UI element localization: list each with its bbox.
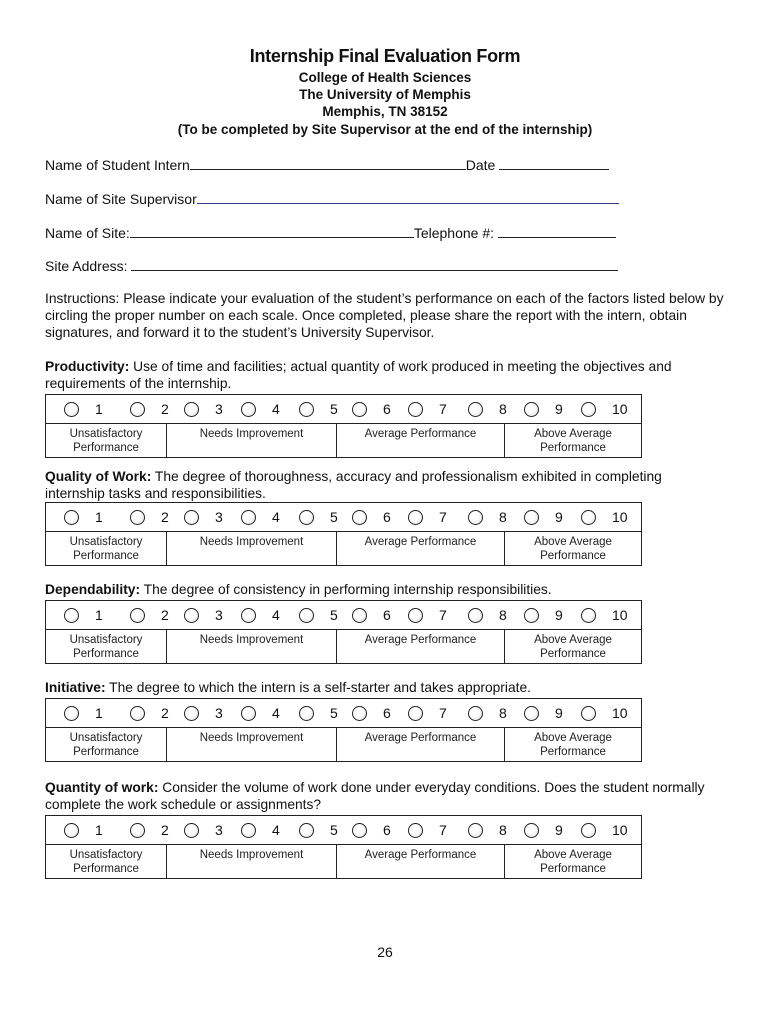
- radio-circle-icon[interactable]: [299, 402, 314, 417]
- factor-description: [45, 468, 725, 502]
- radio-circle-icon[interactable]: [64, 402, 79, 417]
- rating-option[interactable]: [352, 503, 391, 531]
- rating-number: 1: [95, 607, 103, 623]
- site-name-field[interactable]: [130, 223, 414, 238]
- radio-circle-icon[interactable]: [524, 706, 539, 721]
- address-field[interactable]: [131, 256, 618, 271]
- rating-option[interactable]: [64, 395, 103, 423]
- rating-option[interactable]: [468, 601, 507, 629]
- form-title: Internship Final Evaluation Form: [249, 46, 521, 66]
- radio-circle-icon[interactable]: [352, 402, 367, 417]
- factor-name: Initiative:: [45, 680, 106, 695]
- rating-label: Unsatisfactory Performance: [69, 849, 143, 875]
- rating-options: [46, 395, 641, 424]
- radio-circle-icon[interactable]: [299, 608, 314, 623]
- rating-labels: [46, 532, 641, 565]
- radio-circle-icon[interactable]: [524, 510, 539, 525]
- completion-note: (To be completed by Site Supervisor at the end of the internship): [177, 122, 593, 137]
- radio-circle-icon[interactable]: [524, 608, 539, 623]
- rating-option[interactable]: [524, 601, 563, 629]
- radio-circle-icon[interactable]: [241, 823, 256, 838]
- rating-number: 8: [499, 822, 507, 838]
- radio-circle-icon[interactable]: [408, 823, 423, 838]
- rating-label: Unsatisfactory Performance: [69, 732, 143, 758]
- rating-option[interactable]: [241, 816, 280, 844]
- rating-scale: [45, 698, 642, 762]
- rating-option[interactable]: [581, 699, 628, 727]
- rating-scale: [45, 502, 642, 566]
- rating-number: 9: [555, 607, 563, 623]
- radio-circle-icon[interactable]: [241, 510, 256, 525]
- rating-option[interactable]: [524, 699, 563, 727]
- rating-option[interactable]: [184, 601, 223, 629]
- factor-name: Quantity of work:: [45, 780, 159, 795]
- rating-option[interactable]: [524, 503, 563, 531]
- student-name-field[interactable]: [190, 155, 466, 170]
- supervisor-row: [45, 189, 619, 207]
- rating-option[interactable]: [581, 816, 628, 844]
- rating-number: 1: [95, 509, 103, 525]
- rating-option[interactable]: [241, 601, 280, 629]
- radio-circle-icon[interactable]: [408, 510, 423, 525]
- radio-circle-icon[interactable]: [64, 510, 79, 525]
- rating-option[interactable]: [408, 601, 447, 629]
- supervisor-field[interactable]: [197, 189, 619, 204]
- rating-option[interactable]: [468, 395, 507, 423]
- rating-number: 10: [612, 822, 628, 838]
- rating-number: 6: [383, 509, 391, 525]
- rating-number: 5: [330, 607, 338, 623]
- rating-labels: [46, 728, 641, 761]
- rating-number: 7: [439, 607, 447, 623]
- rating-number: 10: [612, 607, 628, 623]
- rating-number: 5: [330, 401, 338, 417]
- rating-number: 1: [95, 705, 103, 721]
- rating-option[interactable]: [130, 699, 169, 727]
- rating-label: Unsatisfactory Performance: [69, 536, 143, 562]
- rating-label: Average Performance: [336, 532, 504, 565]
- radio-circle-icon[interactable]: [299, 823, 314, 838]
- factor-text: The degree to which the intern is a self-starter and takes appropriate.: [109, 680, 531, 695]
- rating-options: [46, 699, 641, 728]
- radio-circle-icon[interactable]: [468, 402, 483, 417]
- radio-circle-icon[interactable]: [184, 608, 199, 623]
- rating-option[interactable]: [64, 503, 103, 531]
- rating-number: 2: [161, 705, 169, 721]
- rating-number: 7: [439, 509, 447, 525]
- rating-number: 4: [272, 401, 280, 417]
- radio-circle-icon[interactable]: [184, 823, 199, 838]
- rating-scale: [45, 600, 642, 664]
- rating-number: 10: [612, 509, 628, 525]
- rating-options: [46, 503, 641, 532]
- rating-number: 1: [95, 401, 103, 417]
- rating-number: 7: [439, 401, 447, 417]
- rating-label: Needs Improvement: [166, 532, 336, 565]
- rating-labels: [46, 845, 641, 878]
- rating-label: Above Average Performance: [504, 845, 641, 878]
- rating-scale: [45, 815, 642, 879]
- rating-number: 5: [330, 822, 338, 838]
- rating-number: 4: [272, 607, 280, 623]
- rating-option[interactable]: [130, 503, 169, 531]
- rating-number: 6: [383, 401, 391, 417]
- rating-option[interactable]: [581, 395, 628, 423]
- rating-option[interactable]: [408, 816, 447, 844]
- rating-number: 3: [215, 401, 223, 417]
- rating-number: 7: [439, 822, 447, 838]
- rating-number: 2: [161, 509, 169, 525]
- radio-circle-icon[interactable]: [524, 823, 539, 838]
- rating-label: Above Average Performance: [504, 630, 641, 663]
- rating-option[interactable]: [64, 816, 103, 844]
- rating-option[interactable]: [299, 601, 338, 629]
- rating-option[interactable]: [581, 503, 628, 531]
- rating-option[interactable]: [299, 395, 338, 423]
- rating-labels: [46, 630, 641, 663]
- rating-labels: [46, 424, 641, 457]
- rating-number: 4: [272, 822, 280, 838]
- radio-circle-icon[interactable]: [352, 706, 367, 721]
- instructions: Instructions: Please indicate your evaluation of the student’s performance on each of the factors listed below by circling the proper number on each scale. Once completed, please share the report with the intern, obtain signatures, and forward it to the student’s University Supervisor.: [45, 291, 724, 340]
- rating-option[interactable]: [408, 503, 447, 531]
- telephone-label: Telephone #:: [413, 225, 495, 241]
- radio-circle-icon[interactable]: [468, 823, 483, 838]
- rating-option[interactable]: [64, 601, 103, 629]
- rating-option[interactable]: [241, 699, 280, 727]
- rating-number: 2: [161, 822, 169, 838]
- rating-number: 8: [499, 705, 507, 721]
- site-name-label: Name of Site:: [45, 225, 130, 241]
- rating-number: 2: [161, 401, 169, 417]
- rating-number: 8: [499, 607, 507, 623]
- rating-number: 3: [215, 607, 223, 623]
- radio-circle-icon[interactable]: [468, 608, 483, 623]
- radio-circle-icon[interactable]: [581, 402, 596, 417]
- rating-option[interactable]: [352, 395, 391, 423]
- radio-circle-icon[interactable]: [130, 510, 145, 525]
- rating-number: 7: [439, 705, 447, 721]
- rating-number: 6: [383, 822, 391, 838]
- factor-text: The degree of consistency in performing internship responsibilities.: [143, 582, 552, 597]
- rating-option[interactable]: [130, 816, 169, 844]
- rating-label: Average Performance: [336, 630, 504, 663]
- radio-circle-icon[interactable]: [468, 706, 483, 721]
- rating-number: 3: [215, 822, 223, 838]
- rating-number: 2: [161, 607, 169, 623]
- rating-number: 3: [215, 705, 223, 721]
- rating-option[interactable]: [352, 816, 391, 844]
- rating-option[interactable]: [299, 503, 338, 531]
- rating-label: Unsatisfactory Performance: [69, 428, 143, 454]
- telephone-field[interactable]: [498, 223, 616, 238]
- rating-number: 9: [555, 705, 563, 721]
- rating-label: Needs Improvement: [166, 728, 336, 761]
- radio-circle-icon[interactable]: [64, 706, 79, 721]
- rating-label: Average Performance: [336, 845, 504, 878]
- rating-option[interactable]: [241, 395, 280, 423]
- rating-option[interactable]: [468, 503, 507, 531]
- radio-circle-icon[interactable]: [299, 706, 314, 721]
- address-row: [45, 256, 618, 274]
- radio-circle-icon[interactable]: [352, 823, 367, 838]
- rating-label: Needs Improvement: [166, 424, 336, 457]
- student-row: [45, 155, 609, 173]
- radio-circle-icon[interactable]: [241, 608, 256, 623]
- radio-circle-icon[interactable]: [408, 608, 423, 623]
- factor-description: [45, 679, 725, 696]
- rating-option[interactable]: [352, 601, 391, 629]
- rating-label: Average Performance: [336, 728, 504, 761]
- rating-number: 6: [383, 705, 391, 721]
- factor-description: [45, 779, 725, 813]
- rating-scale: [45, 394, 642, 458]
- factor-text: Consider the volume of work done under everyday conditions. Does the student normally complete the work schedule or assignments?: [45, 780, 705, 812]
- rating-number: 10: [612, 705, 628, 721]
- rating-option[interactable]: [299, 699, 338, 727]
- rating-options: [46, 601, 641, 630]
- rating-label: Unsatisfactory Performance: [69, 634, 143, 660]
- rating-number: 9: [555, 822, 563, 838]
- university-city: Memphis, TN 38152: [322, 104, 448, 119]
- rating-number: 6: [383, 607, 391, 623]
- factor-description: [45, 581, 725, 598]
- radio-circle-icon[interactable]: [468, 510, 483, 525]
- rating-number: 5: [330, 705, 338, 721]
- rating-option[interactable]: [184, 395, 223, 423]
- date-field[interactable]: [499, 155, 609, 170]
- rating-number: 4: [272, 705, 280, 721]
- address-label: Site Address:: [45, 258, 128, 274]
- rating-label: Needs Improvement: [166, 845, 336, 878]
- college-name: College of Health Sciences: [298, 70, 472, 85]
- site-row: [45, 223, 616, 241]
- radio-circle-icon[interactable]: [130, 706, 145, 721]
- rating-option[interactable]: [130, 601, 169, 629]
- rating-number: 5: [330, 509, 338, 525]
- radio-circle-icon[interactable]: [581, 823, 596, 838]
- radio-circle-icon[interactable]: [581, 608, 596, 623]
- radio-circle-icon[interactable]: [130, 608, 145, 623]
- radio-circle-icon[interactable]: [64, 823, 79, 838]
- rating-option[interactable]: [241, 503, 280, 531]
- radio-circle-icon[interactable]: [184, 402, 199, 417]
- factor-text: Use of time and facilities; actual quantity of work produced in meeting the objectives and requirements of the internship.: [45, 359, 672, 391]
- rating-number: 10: [612, 401, 628, 417]
- radio-circle-icon[interactable]: [130, 823, 145, 838]
- rating-option[interactable]: [299, 816, 338, 844]
- radio-circle-icon[interactable]: [408, 402, 423, 417]
- radio-circle-icon[interactable]: [241, 706, 256, 721]
- rating-option[interactable]: [184, 816, 223, 844]
- rating-label: Average Performance: [336, 424, 504, 457]
- date-label: Date: [465, 157, 496, 173]
- rating-option[interactable]: [468, 699, 507, 727]
- rating-number: 8: [499, 509, 507, 525]
- radio-circle-icon[interactable]: [184, 706, 199, 721]
- radio-circle-icon[interactable]: [130, 402, 145, 417]
- page-number: 26: [377, 944, 393, 960]
- rating-option[interactable]: [352, 699, 391, 727]
- student-name-label: Name of Student Intern: [45, 157, 190, 173]
- rating-option[interactable]: [524, 395, 563, 423]
- rating-option[interactable]: [184, 503, 223, 531]
- rating-option[interactable]: [408, 395, 447, 423]
- radio-circle-icon[interactable]: [64, 608, 79, 623]
- radio-circle-icon[interactable]: [408, 706, 423, 721]
- rating-number: 3: [215, 509, 223, 525]
- factor-description: [45, 358, 725, 392]
- radio-circle-icon[interactable]: [241, 402, 256, 417]
- rating-label: Above Average Performance: [504, 532, 641, 565]
- radio-circle-icon[interactable]: [581, 706, 596, 721]
- rating-option[interactable]: [468, 816, 507, 844]
- radio-circle-icon[interactable]: [352, 608, 367, 623]
- rating-option[interactable]: [408, 699, 447, 727]
- rating-label: Above Average Performance: [504, 424, 641, 457]
- rating-options: [46, 816, 641, 845]
- rating-number: 4: [272, 509, 280, 525]
- rating-number: 8: [499, 401, 507, 417]
- rating-option[interactable]: [581, 601, 628, 629]
- rating-number: 9: [555, 509, 563, 525]
- rating-number: 9: [555, 401, 563, 417]
- radio-circle-icon[interactable]: [352, 510, 367, 525]
- rating-label: Above Average Performance: [504, 728, 641, 761]
- university-name: The University of Memphis: [299, 87, 471, 102]
- rating-option[interactable]: [524, 816, 563, 844]
- rating-option[interactable]: [64, 699, 103, 727]
- supervisor-label: Name of Site Supervisor: [45, 191, 197, 207]
- radio-circle-icon[interactable]: [299, 510, 314, 525]
- radio-circle-icon[interactable]: [581, 510, 596, 525]
- factor-name: Quality of Work:: [45, 469, 152, 484]
- factor-name: Productivity:: [45, 359, 130, 374]
- rating-label: Needs Improvement: [166, 630, 336, 663]
- factor-text: The degree of thoroughness, accuracy and professionalism exhibited in completing internship tasks and responsibilities.: [45, 469, 662, 501]
- radio-circle-icon[interactable]: [184, 510, 199, 525]
- rating-number: 1: [95, 822, 103, 838]
- rating-option[interactable]: [130, 395, 169, 423]
- rating-option[interactable]: [184, 699, 223, 727]
- radio-circle-icon[interactable]: [524, 402, 539, 417]
- factor-name: Dependability:: [45, 582, 141, 597]
